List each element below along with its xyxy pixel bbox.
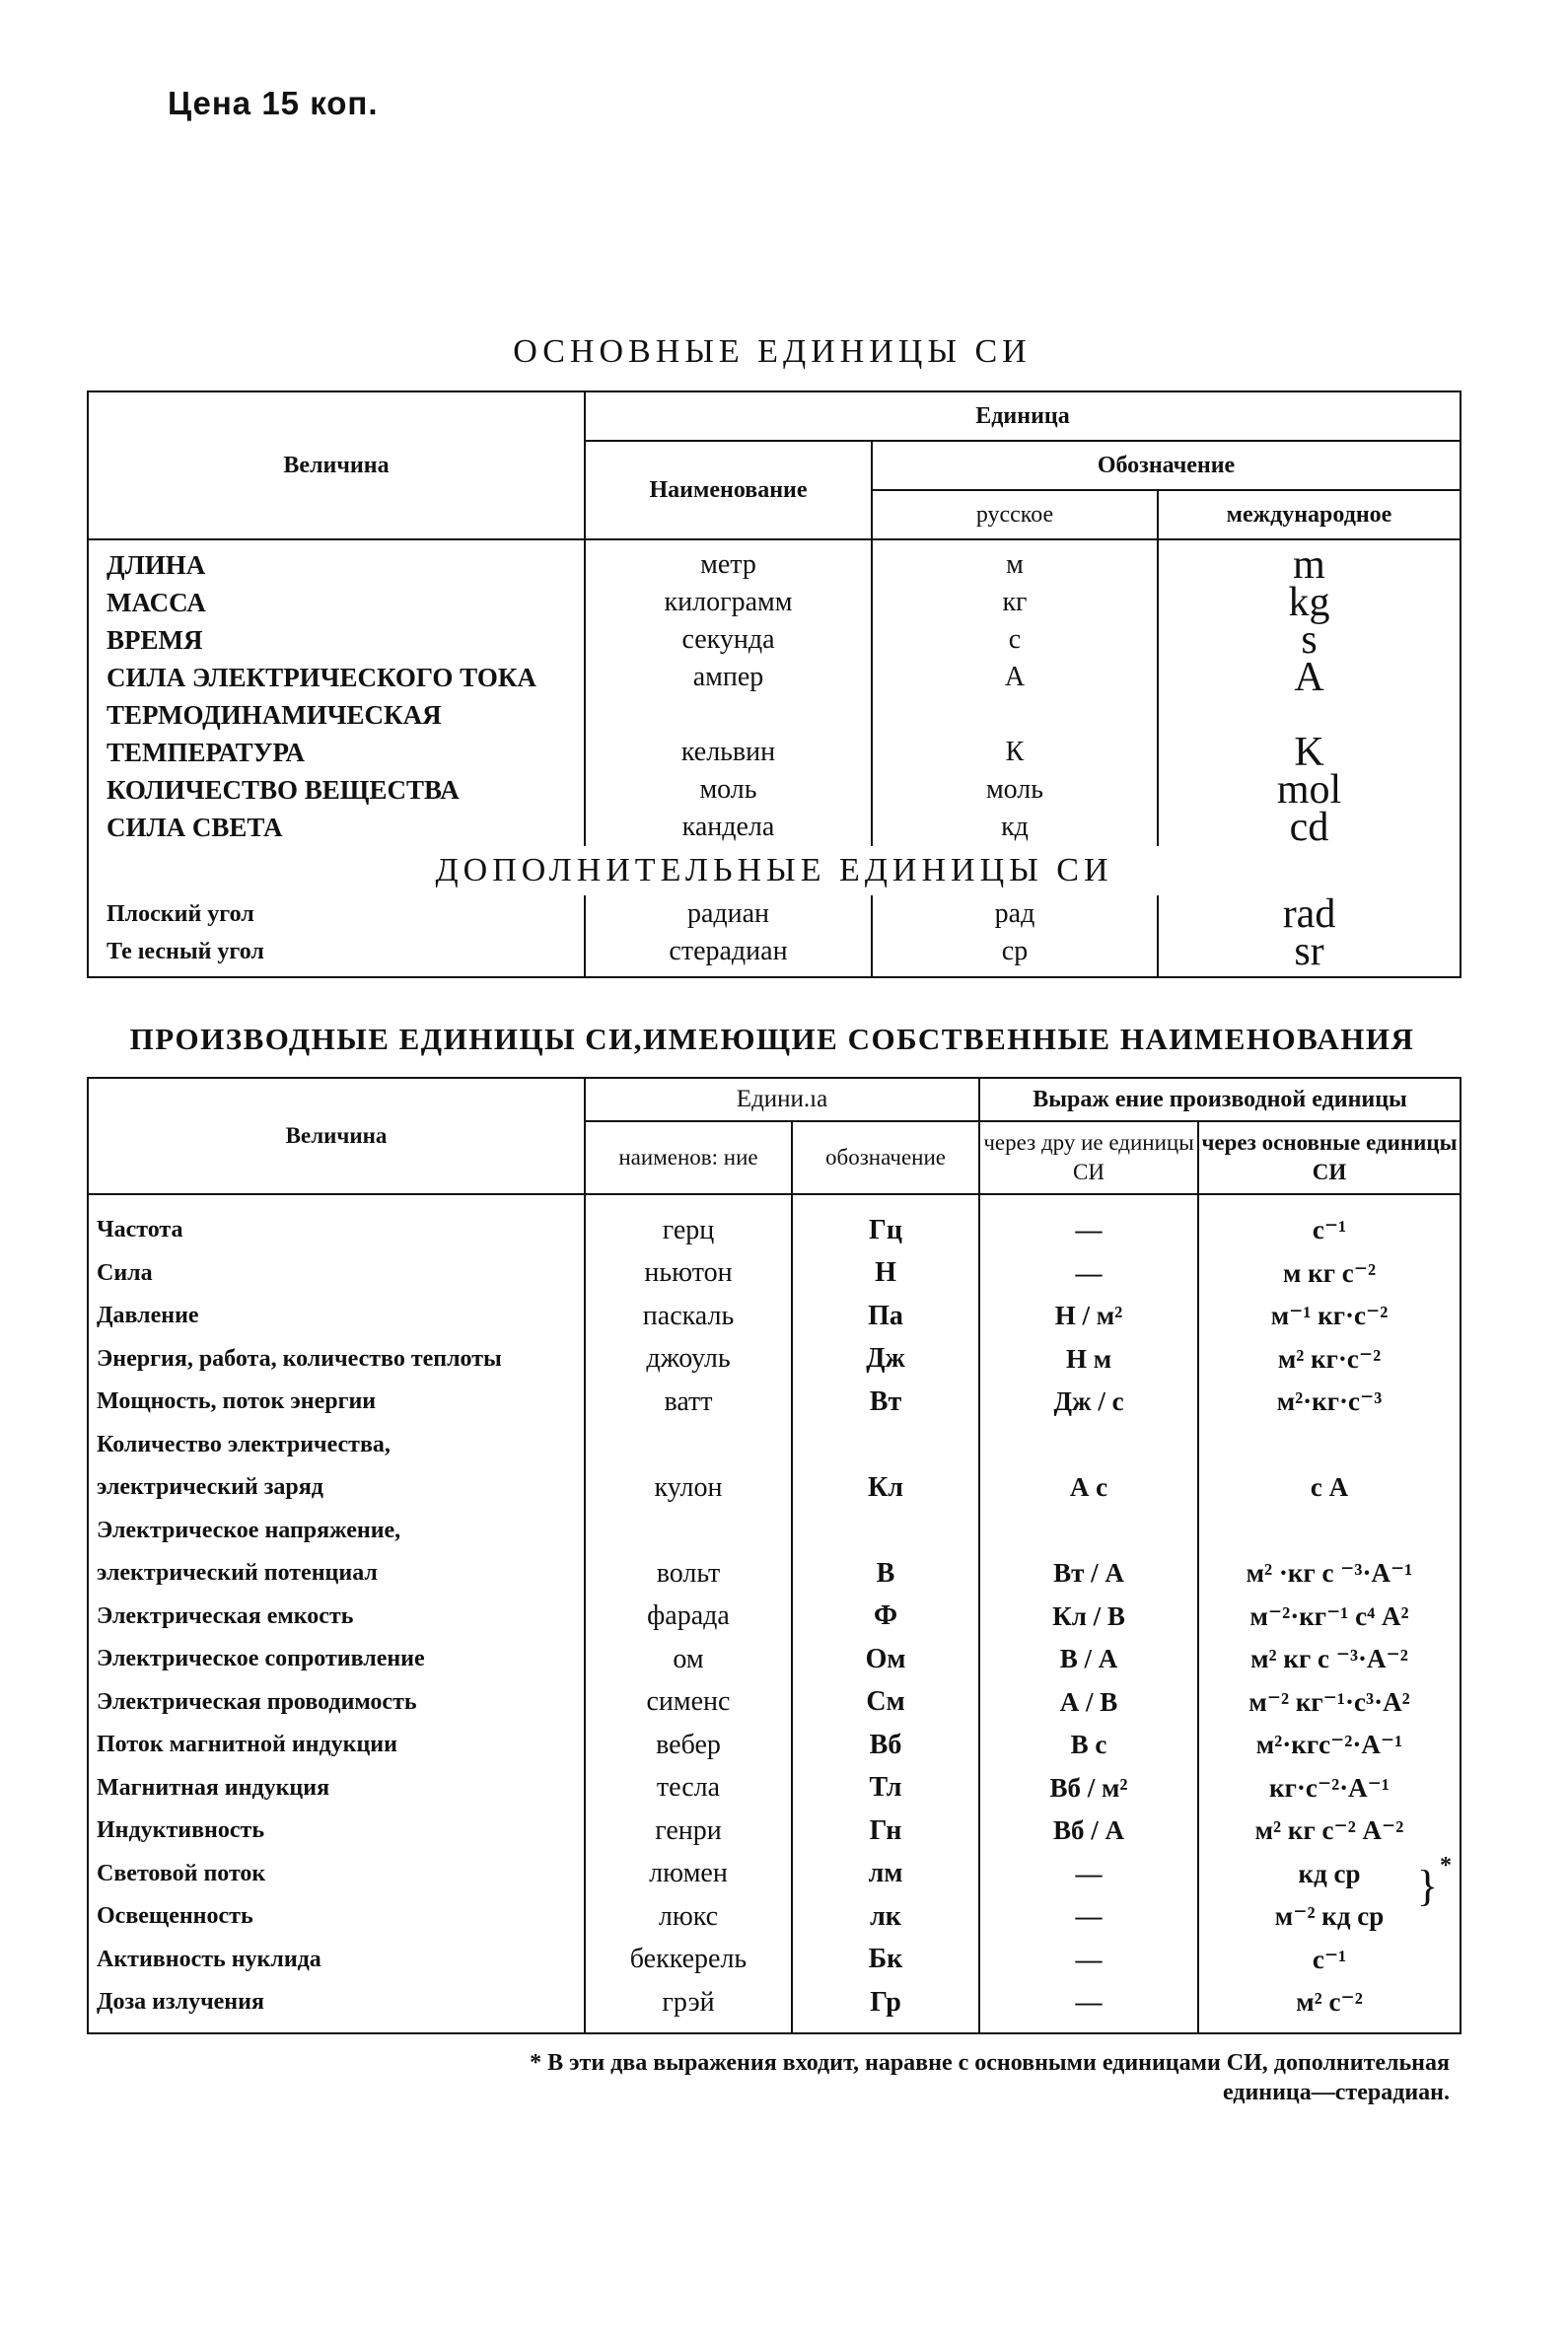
name-cell: радиан [585, 895, 872, 933]
via-other-cell: Вт / А [979, 1552, 1198, 1596]
ru-symbol-cell: моль [872, 771, 1158, 809]
footnote-line-1: * В эти два выражения входит, наравне с основными единицами СИ, дополнительная [530, 2050, 1450, 2076]
table-row [88, 659, 1461, 696]
via-base-cell: м² кг с⁻² А⁻² [1198, 1810, 1461, 1853]
table-row [88, 1596, 1461, 1639]
ru-symbol-cell: А [872, 659, 1158, 696]
table-row [88, 584, 1461, 621]
quantity-cell: Электрическое напряжение, [88, 1510, 585, 1553]
quantity-cell: Освещенность [88, 1895, 585, 1939]
ru-symbol-cell: с [872, 621, 1158, 659]
quantity-cell: КОЛИЧЕСТВО ВЕЩЕСТВА [88, 771, 585, 809]
intl-symbol-cell: A [1158, 659, 1461, 696]
symbol-cell: Дж [792, 1338, 979, 1382]
name-cell [585, 1510, 792, 1553]
table-row [88, 1853, 1461, 1896]
ru-symbol-cell: рад [872, 895, 1158, 933]
quantity-cell: Индуктивность [88, 1810, 585, 1853]
name-cell: ом [585, 1638, 792, 1681]
table-row [88, 1638, 1461, 1681]
quantity-cell: СИЛА ЭЛЕКТРИЧЕСКОГО ТОКА [88, 659, 585, 696]
intl-symbol-cell: cd [1158, 809, 1461, 846]
symbol-cell: Гн [792, 1810, 979, 1853]
name-cell: люкс [585, 1895, 792, 1939]
quantity-cell: Те ıесный угол [88, 933, 585, 977]
name-cell: грэй [585, 1981, 792, 2033]
quantity-cell: МАССА [88, 584, 585, 621]
header-via-other: через дру ие единицы СИ [979, 1121, 1198, 1194]
table-row [88, 621, 1461, 659]
quantity-cell: Количество электричества, [88, 1424, 585, 1467]
via-base-cell [1198, 1510, 1461, 1553]
quantity-cell: ТЕМПЕРАТУРА [88, 734, 585, 771]
symbol-cell: Па [792, 1295, 979, 1338]
header-name: наименов: ние [585, 1121, 792, 1194]
quantity-cell: Электрическая емкость [88, 1596, 585, 1639]
via-base-cell: м²·кг·с⁻³ [1198, 1381, 1461, 1424]
table-row [88, 539, 1461, 584]
quantity-cell: Световой поток [88, 1853, 585, 1896]
name-cell: кельвин [585, 734, 872, 771]
header-symbol: Обозначение [872, 441, 1461, 490]
via-base-cell [1198, 1424, 1461, 1467]
header-unit: Единица [585, 391, 1461, 441]
header-unit: Едини.ıа [585, 1078, 979, 1121]
symbol-cell: В [792, 1552, 979, 1596]
name-cell: моль [585, 771, 872, 809]
brace-icon: } [1416, 1861, 1439, 1910]
name-cell: люмен [585, 1853, 792, 1896]
quantity-cell: Сила [88, 1252, 585, 1296]
table-row [88, 734, 1461, 771]
quantity-cell: ВРЕМЯ [88, 621, 585, 659]
header-via-base: через основные единицы СИ [1198, 1121, 1461, 1194]
name-cell: генри [585, 1810, 792, 1853]
via-other-cell: А с [979, 1466, 1198, 1510]
quantity-cell: Плоский угол [88, 895, 585, 933]
name-cell: метр [585, 539, 872, 584]
quantity-cell: Активность нуклида [88, 1939, 585, 1982]
header-expression: Выраж ение производной единицы [979, 1078, 1461, 1121]
via-other-cell: — [979, 1981, 1198, 2033]
via-base-cell: м² кг·с⁻² [1198, 1338, 1461, 1382]
quantity-cell: ТЕРМОДИНАМИЧЕСКАЯ [88, 696, 585, 734]
ru-symbol-cell: кг [872, 584, 1158, 621]
table-row [88, 1424, 1461, 1467]
ru-symbol-cell: К [872, 734, 1158, 771]
symbol-cell: Н [792, 1252, 979, 1296]
via-other-cell [979, 1424, 1198, 1467]
table-row [88, 1295, 1461, 1338]
symbol-cell: лм [792, 1853, 979, 1896]
table-row [88, 1466, 1461, 1510]
via-other-cell: В / А [979, 1638, 1198, 1681]
via-other-cell [979, 1510, 1198, 1553]
ru-symbol-cell: ср [872, 933, 1158, 977]
table-row [88, 1810, 1461, 1853]
table-row [88, 1681, 1461, 1725]
name-cell: беккерель [585, 1939, 792, 1982]
quantity-cell: Поток магнитной индукции [88, 1724, 585, 1767]
header-russian: русское [872, 490, 1158, 539]
table-row [88, 1338, 1461, 1382]
name-cell: ватт [585, 1381, 792, 1424]
quantity-cell: ДЛИНА [88, 539, 585, 584]
intl-symbol-cell: rad [1158, 895, 1461, 933]
table-row [88, 1381, 1461, 1424]
table-row [88, 1724, 1461, 1767]
header-quantity: Величина [88, 1078, 585, 1194]
via-other-cell: — [979, 1194, 1198, 1252]
intl-symbol-cell: m [1158, 539, 1461, 584]
name-cell: ньютон [585, 1252, 792, 1296]
quantity-cell: Частота [88, 1194, 585, 1252]
quantity-cell: Доза излучения [88, 1981, 585, 2033]
table-row [88, 1767, 1461, 1810]
symbol-cell [792, 1424, 979, 1467]
name-cell: паскаль [585, 1295, 792, 1338]
via-base-cell: м кг с⁻² [1198, 1252, 1461, 1296]
header-name: Наименование [585, 441, 872, 539]
intl-symbol-cell: s [1158, 621, 1461, 659]
via-base-cell: м² кг с ⁻³·А⁻² [1198, 1638, 1461, 1681]
symbol-cell [792, 1510, 979, 1553]
symbol-cell: Бк [792, 1939, 979, 1982]
intl-symbol-cell: mol [1158, 771, 1461, 809]
via-other-cell: Н / м² [979, 1295, 1198, 1338]
footnote-line-2: единица—стерадиан. [1222, 2080, 1450, 2105]
symbol-cell: лк [792, 1895, 979, 1939]
name-cell: вольт [585, 1552, 792, 1596]
table-row [88, 1939, 1461, 1982]
quantity-cell: Электрическое сопротивление [88, 1638, 585, 1681]
table-row [88, 1552, 1461, 1596]
base-units-title: ОСНОВНЫЕ ЕДИНИЦЫ СИ [513, 333, 1032, 370]
via-base-cell: кг·с⁻²·А⁻¹ [1198, 1767, 1461, 1810]
via-base-cell: м² ·кг с ⁻³·А⁻¹ [1198, 1552, 1461, 1596]
name-cell: ампер [585, 659, 872, 696]
table-row [88, 895, 1461, 933]
header-symbol: обозначение [792, 1121, 979, 1194]
header-international: международное [1158, 490, 1461, 539]
table-row [88, 809, 1461, 846]
via-other-cell: — [979, 1853, 1198, 1896]
via-other-cell: Кл / В [979, 1596, 1198, 1639]
supplementary-title-row [88, 846, 1461, 895]
via-other-cell: — [979, 1252, 1198, 1296]
asterisk-mark: * [1440, 1852, 1453, 1879]
table-row [88, 1981, 1461, 2033]
header-quantity: Величина [88, 391, 585, 539]
name-cell: фарада [585, 1596, 792, 1639]
via-other-cell: А / В [979, 1681, 1198, 1725]
via-other-cell: — [979, 1895, 1198, 1939]
via-other-cell: Вб / м² [979, 1767, 1198, 1810]
via-other-cell: — [979, 1939, 1198, 1982]
name-cell: килограмм [585, 584, 872, 621]
via-base-cell: м²·кгс⁻²·А⁻¹ [1198, 1724, 1461, 1767]
ru-symbol-cell: кд [872, 809, 1158, 846]
base-units-table [87, 390, 1461, 978]
via-base-cell: c⁻¹ [1198, 1194, 1461, 1252]
symbol-cell: Гц [792, 1194, 979, 1252]
via-base-cell: м⁻² кг⁻¹·с³·А² [1198, 1681, 1461, 1725]
table-row [88, 1895, 1461, 1939]
symbol-cell: Тл [792, 1767, 979, 1810]
via-base-cell: м⁻¹ кг·с⁻² [1198, 1295, 1461, 1338]
name-cell: тесла [585, 1767, 792, 1810]
derived-units-table [87, 1077, 1461, 2034]
symbol-cell: Вб [792, 1724, 979, 1767]
symbol-cell: Кл [792, 1466, 979, 1510]
name-cell [585, 696, 872, 734]
name-cell: сименс [585, 1681, 792, 1725]
supplementary-units-title: ДОПОЛНИТЕЛЬНЫЕ ЕДИНИЦЫ СИ [88, 846, 1461, 895]
via-other-cell: Вб / А [979, 1810, 1198, 1853]
quantity-cell: Давление [88, 1295, 585, 1338]
name-cell: герц [585, 1194, 792, 1252]
ru-symbol-cell [872, 696, 1158, 734]
via-base-cell: м⁻²·кг⁻¹ с⁴ А² [1198, 1596, 1461, 1639]
symbol-cell: Вт [792, 1381, 979, 1424]
via-base-cell: кд ср } * [1198, 1853, 1461, 1896]
name-cell: секунда [585, 621, 872, 659]
table-row [88, 1194, 1461, 1252]
intl-symbol-cell [1158, 696, 1461, 734]
via-other-cell: В с [979, 1724, 1198, 1767]
ru-symbol-cell: м [872, 539, 1158, 584]
via-base-cell: с⁻¹ [1198, 1939, 1461, 1982]
derived-units-title: ПРОИЗВОДНЫЕ ЕДИНИЦЫ СИ,ИМЕЮЩИЕ СОБСТВЕННЫЕ НАИМЕНОВАНИЯ [129, 1022, 1415, 1056]
symbol-cell: Гр [792, 1981, 979, 2033]
via-base-cell: м² с⁻² [1198, 1981, 1461, 2033]
via-base-cell: м⁻² кд ср [1198, 1895, 1461, 1939]
via-other-cell: Н м [979, 1338, 1198, 1382]
symbol-cell: Ф [792, 1596, 979, 1639]
table-row [88, 1510, 1461, 1553]
symbol-cell: См [792, 1681, 979, 1725]
intl-symbol-cell: kg [1158, 584, 1461, 621]
table-row [88, 933, 1461, 977]
quantity-cell: Электрическая проводимость [88, 1681, 585, 1725]
name-cell [585, 1424, 792, 1467]
name-cell: кулон [585, 1466, 792, 1510]
quantity-cell: Энергия, работа, количество теплоты [88, 1338, 585, 1382]
via-other-cell: Дж / с [979, 1381, 1198, 1424]
quantity-cell: Мощность, поток энергии [88, 1381, 585, 1424]
quantity-cell: Магнитная индукция [88, 1767, 585, 1810]
name-cell: джоуль [585, 1338, 792, 1382]
footnote [276, 2048, 1450, 2107]
name-cell: вебер [585, 1724, 792, 1767]
intl-symbol-cell: sr [1158, 933, 1461, 977]
name-cell: кандела [585, 809, 872, 846]
symbol-cell: Ом [792, 1638, 979, 1681]
quantity-cell: электрический заряд [88, 1466, 585, 1510]
table-row [88, 1252, 1461, 1296]
name-cell: стерадиан [585, 933, 872, 977]
table-row [88, 696, 1461, 734]
intl-symbol-cell: K [1158, 734, 1461, 771]
price-label: Цена 15 коп. [168, 85, 379, 121]
quantity-cell: СИЛА СВЕТА [88, 809, 585, 846]
quantity-cell: электрический потенциал [88, 1552, 585, 1596]
via-base-cell: с А [1198, 1466, 1461, 1510]
table-row [88, 771, 1461, 809]
